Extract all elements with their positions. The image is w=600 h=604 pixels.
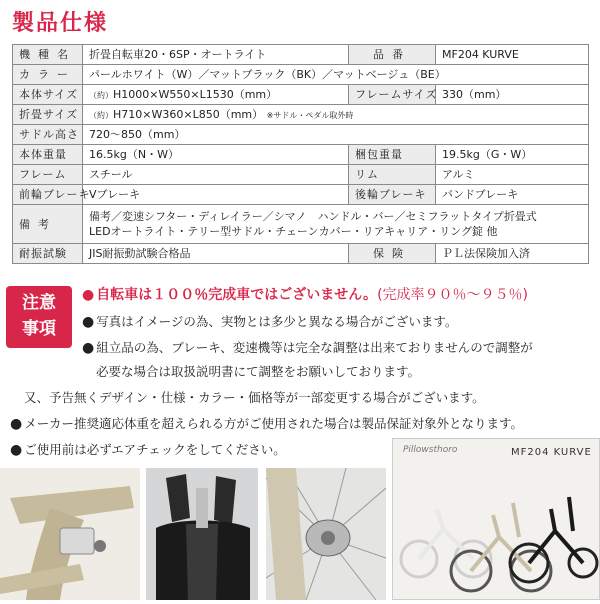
spec-label: フレーム <box>13 165 83 185</box>
note-photo <box>82 312 457 330</box>
spec-value: パールホワイト（W）／マットブラック（BK）／マットベージュ（BE） <box>83 65 589 85</box>
spec-value <box>83 85 349 105</box>
model-title: MF204 KURVE <box>511 447 592 458</box>
spec-label: 梱包重量 <box>349 145 436 165</box>
spec-table <box>12 44 589 264</box>
hub-photo <box>266 468 386 600</box>
spec-label: サドル高さ <box>13 125 83 145</box>
spec-label: 後輪ブレーキ <box>349 185 436 205</box>
bicycles-photo <box>392 438 600 600</box>
remarks-line: 備考／変速シフター・ディレイラー／シマノ ハンドル・バー／セミフラットタイプ折畳式 <box>89 210 537 223</box>
spec-value-text: H710×W360×L850（mm） <box>113 107 264 121</box>
spec-value: 720〜850（mm） <box>83 125 589 145</box>
spec-label: 耐振試験 <box>13 244 83 264</box>
spec-value: JIS耐振動試験合格品 <box>83 244 349 264</box>
spec-row <box>13 185 589 205</box>
spec-row <box>13 85 589 105</box>
note-assembly <box>82 338 533 356</box>
spec-row <box>13 65 589 85</box>
spec-row <box>13 45 589 65</box>
bullet-icon: ● <box>10 416 23 432</box>
note-text: 写真はイメージの為、実物とは多少と異なる場合がございます。 <box>96 314 458 329</box>
spec-value: MF204 KURVE <box>436 45 589 65</box>
caution-badge-line: 事項 <box>22 319 56 339</box>
caution-badge <box>6 286 72 348</box>
spec-value: 19.5kg（G・W） <box>436 145 589 165</box>
note-text: メーカー推奨適応体重を超えられる方がご使用された場合は製品保証対象外となります。 <box>24 416 523 431</box>
hinge-photo <box>0 468 140 600</box>
spec-value: バンドブレーキ <box>436 185 589 205</box>
spec-row <box>13 205 589 244</box>
spec-value: 16.5kg（N・W） <box>83 145 349 165</box>
note-weight <box>10 414 523 432</box>
caution-badge-line: 注意 <box>22 293 56 313</box>
spec-label: 保険 <box>349 244 436 264</box>
spec-row <box>13 105 589 125</box>
bullet-icon: ● <box>10 442 23 458</box>
note-assembly-cont: 必要な場合は取扱説明書にて調整をお願いしております。 <box>96 364 421 379</box>
spec-label: 備考 <box>13 205 83 244</box>
brand-script: Pillowsthoro <box>403 445 458 455</box>
spec-footnote: ※サドル・ペダル取外時 <box>266 110 354 120</box>
spec-label: 本体重量 <box>13 145 83 165</box>
note-air-check <box>10 440 286 458</box>
spec-value: アルミ <box>436 165 589 185</box>
note-text-sub: (完成率９０％〜９５％) <box>377 287 528 303</box>
spec-label: 品番 <box>349 45 436 65</box>
spec-label: 機種名 <box>13 45 83 65</box>
spec-value: 330（mm） <box>436 85 589 105</box>
spec-row <box>13 244 589 264</box>
spec-row <box>13 145 589 165</box>
spec-label: カラー <box>13 65 83 85</box>
approx-prefix: （約） <box>89 110 113 120</box>
spec-label: 前輪ブレーキ <box>13 185 83 205</box>
note-text: 自転車は１００％完成車ではございません。 <box>96 287 378 303</box>
remarks-line: LEDオートライト・テリー型サドル・チェーンカバー・リアキャリア・リング錠 他 <box>89 225 498 238</box>
spec-value: 折畳自転車20・6SP・オートライト <box>83 45 349 65</box>
spec-label: リム <box>349 165 436 185</box>
spec-value: ＰＬ法保険加入済 <box>436 244 589 264</box>
note-complete-rate <box>82 284 528 304</box>
note-text: ご使用前は必ずエアチェックをしてください。 <box>24 442 286 457</box>
page-title: 製品仕様 <box>12 11 109 36</box>
spec-value: スチール <box>83 165 349 185</box>
bullet-icon: ● <box>82 314 95 330</box>
spec-value <box>83 105 589 125</box>
spec-label: フレームサイズ <box>349 85 436 105</box>
approx-prefix: （約） <box>89 90 113 100</box>
note-text: 組立品の為、ブレーキ、変速機等は完全な調整は出来ておりませんので調整が <box>96 340 533 355</box>
bullet-icon: ● <box>82 287 95 303</box>
spec-value-text: H1000×W550×L1530（mm） <box>113 87 278 101</box>
spec-value: Vブレーキ <box>83 185 349 205</box>
spec-row <box>13 125 589 145</box>
note-design-change: 又、予告無くデザイン・仕様・カラー・価格等が一部変更する場合がございます。 <box>24 390 485 405</box>
spec-row <box>13 165 589 185</box>
brake-photo <box>146 468 258 600</box>
bullet-icon: ● <box>82 340 95 356</box>
spec-label: 本体サイズ <box>13 85 83 105</box>
spec-value <box>83 205 589 244</box>
spec-label: 折畳サイズ <box>13 105 83 125</box>
